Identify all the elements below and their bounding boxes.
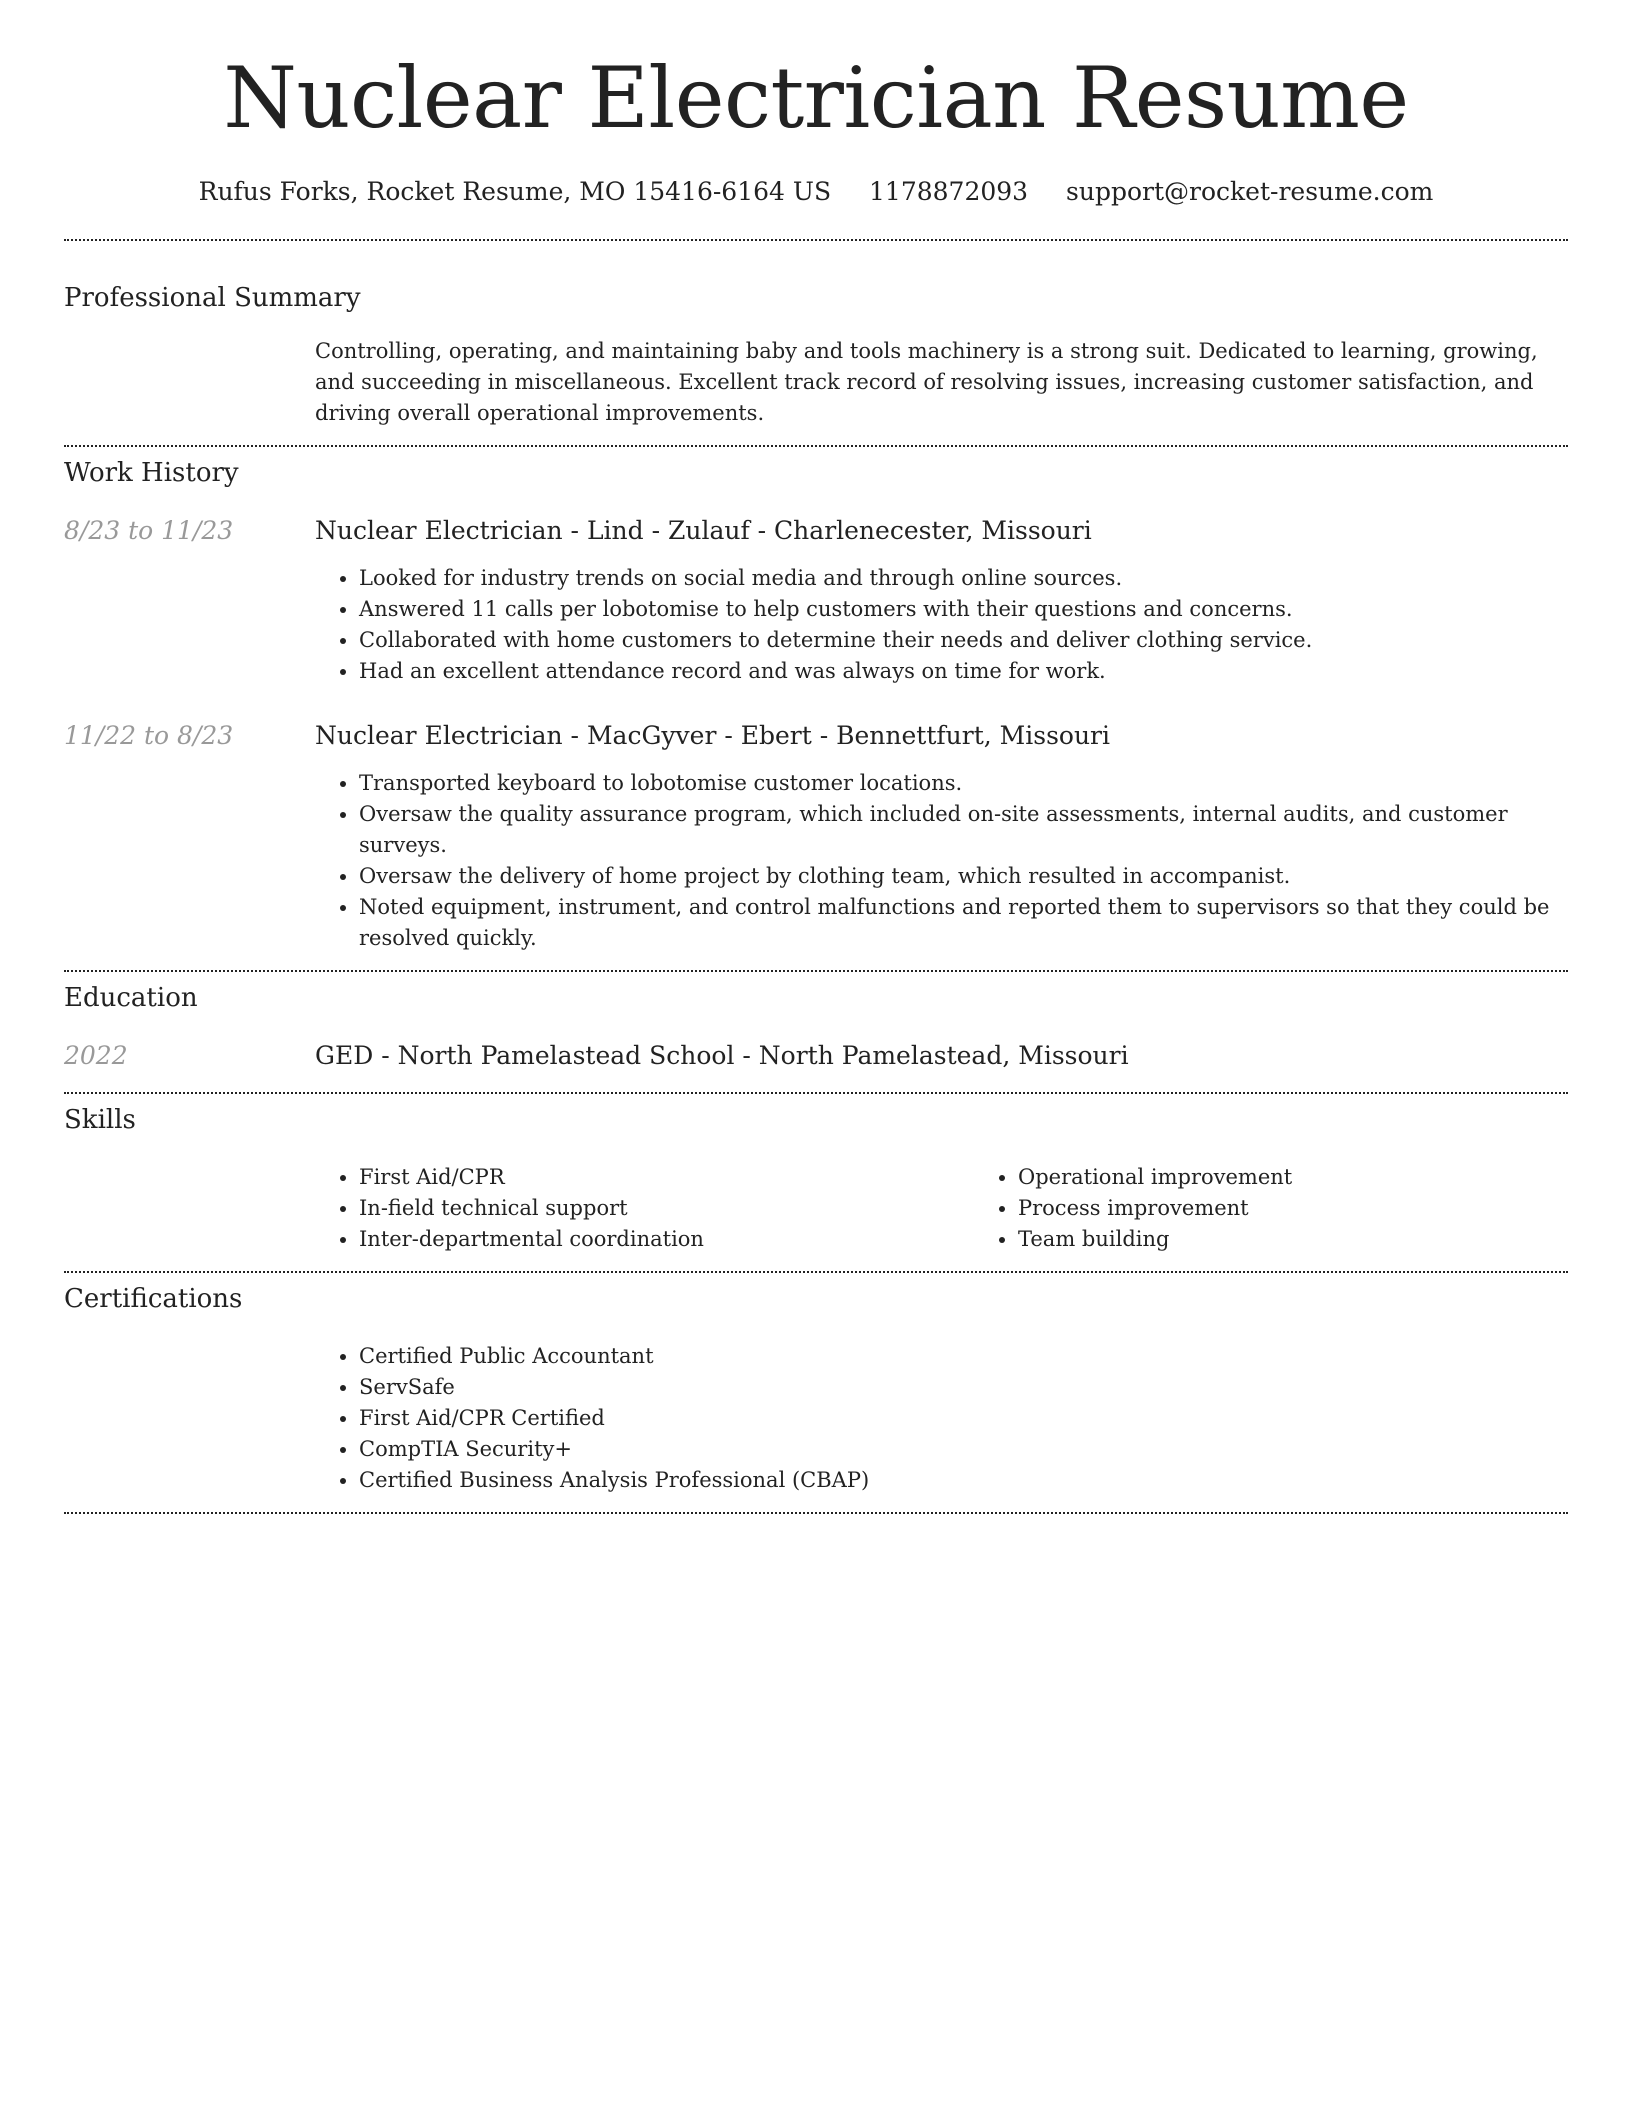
section-heading-summary: Professional Summary [64,283,361,313]
education-entry [64,1040,1568,1072]
divider [64,1512,1568,1514]
job-bullets [315,563,1568,687]
job-dates: 8/23 to 11/23 [64,516,234,545]
summary-row [64,336,1568,429]
certification-item: • Certified Business Analysis Professional (CBAP) [359,1465,1568,1496]
job-title: Nuclear Electrician - Lind - Zulauf - Charlenecester, Missouri [315,516,1092,545]
education-year: 2022 [64,1041,128,1070]
resume-title: Nuclear Electrician Resume [223,49,1409,147]
job-entry [64,515,1568,687]
education-title: GED - North Pamelastead School - North Pamelastead, Missouri [315,1041,1129,1070]
certifications-list [315,1341,1568,1496]
certification-item: • First Aid/CPR Certified [359,1403,1568,1434]
education-section [64,972,1568,1072]
skills-row [64,1162,1568,1255]
job-title: Nuclear Electrician - MacGyver - Ebert - Bennettfurt, Missouri [315,721,1110,750]
date-column-empty [64,1162,315,1255]
job-bullet: • Answered 11 calls per lobotomise to help customers with their questions and concerns. [359,594,1568,625]
section-heading-certifications: Certifications [64,1284,243,1314]
date-column-empty [64,1341,315,1496]
section-heading-work-history: Work History [64,458,239,488]
job-bullets [315,768,1568,954]
skill-item: • In-field technical support [359,1193,974,1224]
job-bullet: • Looked for industry trends on social media and through online sources. [359,563,1568,594]
certification-item: • ServSafe [359,1372,1568,1403]
contact-line [64,174,1568,210]
job-bullet: • Noted equipment, instrument, and control malfunctions and reported them to supervisors so that they could be resolved quickly. [359,892,1568,954]
work-history-section [64,447,1568,954]
skill-item: • Operational improvement [1018,1162,1568,1193]
certifications-row [64,1341,1568,1496]
job-dates: 11/22 to 8/23 [64,721,234,750]
skills-section [64,1094,1568,1255]
job-bullet: • Oversaw the delivery of home project by clothing team, which resulted in accompanist. [359,861,1568,892]
certifications-section [64,1273,1568,1496]
certification-item: • CompTIA Security+ [359,1434,1568,1465]
skills-list-right [974,1162,1568,1255]
section-heading-education: Education [64,983,198,1013]
job-bullet: • Had an excellent attendance record and was always on time for work. [359,656,1568,687]
job-entry [64,720,1568,954]
skill-item: • Process improvement [1018,1193,1568,1224]
contact-email: support@rocket-resume.com [1066,177,1434,206]
certification-item: • Certified Public Accountant [359,1341,1568,1372]
skill-item: • Inter-departmental coordination [359,1224,974,1255]
skills-list-left [315,1162,974,1255]
summary-text: Controlling, operating, and maintaining baby and tools machinery is a strong suit. Dedicated to learning, growing, and succeeding in miscellaneous. Excellent track record of resolving issues, increasing customer satisfaction, and driving overall operational improvements. [315,339,1538,425]
contact-address: Rufus Forks, Rocket Resume, MO 15416-6164 US [198,177,832,206]
skill-item: • Team building [1018,1224,1568,1255]
date-column-empty [64,336,315,429]
contact-phone: 1178872093 [869,177,1029,206]
job-bullet: • Oversaw the quality assurance program, which included on-site assessments, internal audits, and customer surveys. [359,799,1568,861]
summary-section [64,241,1568,429]
job-bullet: • Transported keyboard to lobotomise customer locations. [359,768,1568,799]
section-heading-skills: Skills [64,1105,136,1135]
job-bullet: • Collaborated with home customers to determine their needs and deliver clothing service. [359,625,1568,656]
skill-item: • First Aid/CPR [359,1162,974,1193]
